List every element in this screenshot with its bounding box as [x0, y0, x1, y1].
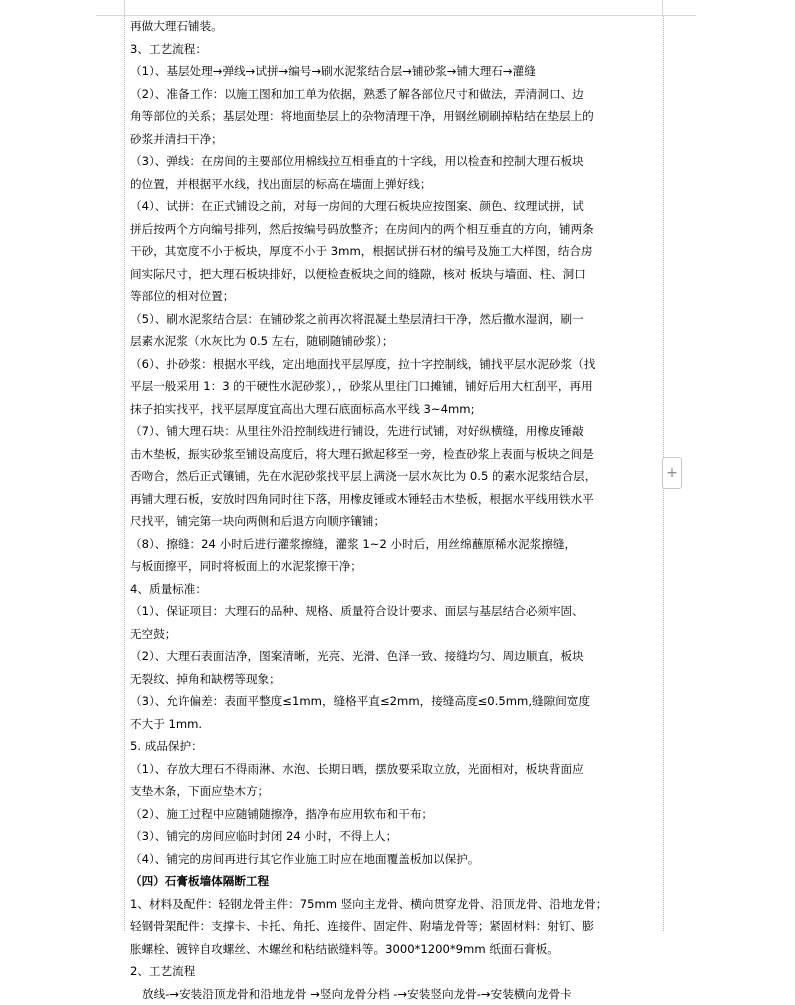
text-line: 平层一般采用 1：3 的干硬性水泥砂浆），，砂浆从里往门口摊铺，铺好后用大杠刮平，再用 [130, 375, 662, 398]
text-line: 否吻合，然后正式镶铺，先在水泥砂浆找平层上满浇一层水灰比为 0.5 的素水泥浆结合层， [130, 465, 662, 488]
document-body[interactable] [130, 15, 662, 1005]
text-line: （3）、弹线：在房间的主要部位用棉线拉互相垂直的十字线，用以检查和控制大理石板块 [130, 150, 662, 173]
text-line: 2、工艺流程 [130, 960, 662, 983]
text-line: 层素水泥浆（水灰比为 0.5 左右，随刷随铺砂浆）； [130, 330, 662, 353]
text-line: （1）、存放大理石不得雨淋、水泡、长期日晒，摆放要采取立放，光面相对，板块背面应 [130, 758, 662, 781]
text-line: 间实际尺寸，把大理石板块排好，以便检查板块之间的缝隙，核对 板块与墙面、柱、洞口 [130, 263, 662, 286]
text-line: 角等部位的关系；基层处理：将地面垫层上的杂物清理干净，用钢丝刷刷掉粘结在垫层上的 [130, 105, 662, 128]
text-line: 支垫木条，下面应垫木方； [130, 780, 662, 803]
section-heading: （四）石膏板墙体隔断工程 [130, 870, 662, 893]
text-line: （3）、铺完的房间应临时封闭 24 小时，不得上人； [130, 825, 662, 848]
text-line: 5. 成品保护： [130, 735, 662, 758]
text-line: （2）、施工过程中应随铺随擦净，揩净布应用软布和干布； [130, 803, 662, 826]
text-line: （6）、扑砂浆：根据水平线，定出地面找平层厚度，拉十字控制线，铺找平层水泥砂浆（找 [130, 353, 662, 376]
text-line: 等部位的相对位置； [130, 285, 662, 308]
text-line: （1）、基层处理→弹线→试拼→编号→刷水泥浆结合层→铺砂浆→铺大理石→灌缝 [130, 60, 662, 83]
text-line: 再铺大理石板，安放时四角同时往下落，用橡皮锤或木锤轻击木垫板，根据水平线用铁水平 [130, 488, 662, 511]
text-line: 1、材料及配件：轻钢龙骨主件：75mm 竖向主龙骨、横向贯穿龙骨、沿顶龙骨、沿地龙骨； [130, 893, 662, 916]
text-line: 尺找平，铺完第一块向两侧和后退方向顺序镶铺； [130, 510, 662, 533]
text-line: （8）、擦缝：24 小时后进行灌浆擦缝，灌浆 1~2 小时后，用丝绵蘸原稀水泥浆擦缝， [130, 533, 662, 556]
text-line: （1）、保证项目：大理石的品种、规格、质量符合设计要求、面层与基层结合必须牢固、 [130, 600, 662, 623]
text-line: 击木垫板，振实砂浆至铺设高度后，将大理石掀起移至一旁，检查砂浆上表面与板块之间是 [130, 443, 662, 466]
text-line: 干砂，其宽度不小于板块，厚度不小于 3mm，根据试拼石材的编号及施工大样图，结合房 [130, 240, 662, 263]
text-line: 与板面擦平，同时将板面上的水泥浆擦干净； [130, 555, 662, 578]
text-line: 拼后按两个方向编号排列，然后按编号码放整齐；在房间内的两个相互垂直的方向，铺两条 [130, 218, 662, 241]
page-corner-right [662, 0, 663, 16]
text-line: 无裂纹、掉角和缺楞等现象； [130, 668, 662, 691]
text-line: （4）、铺完的房间再进行其它作业施工时应在地面覆盖板加以保护。 [130, 848, 662, 871]
text-line: 抹子拍实找平，找平层厚度宜高出大理石底面标高水平线 3~4mm; [130, 398, 662, 421]
text-line: （5）、刷水泥浆结合层：在铺砂浆之前再次将混凝土垫层清扫干净，然后撒水湿润，刷一 [130, 308, 662, 331]
text-line: （2）、大理石表面洁净，图案清晰，光亮、光滑、色泽一致、接缝均匀、周边顺直，板块 [130, 645, 662, 668]
text-line: （4）、试拼：在正式铺设之前，对每一房间的大理石板块应按图案、颜色、纹理试拼，试 [130, 195, 662, 218]
text-line: 再做大理石铺装。 [130, 15, 662, 38]
text-line: （7）、铺大理石块：从里往外沿控制线进行铺设，先进行试铺，对好纵横缝，用橡皮锤敲 [130, 420, 662, 443]
text-line: 无空鼓； [130, 623, 662, 646]
text-line: 4、质量标准： [130, 578, 662, 601]
text-line: 放线-→安装沿顶龙骨和沿地龙骨 →竖向龙骨分档 -→安装竖向龙骨-→安装横向龙骨卡 [130, 983, 662, 1005]
text-line: 的位置，并根据平水线，找出面层的标高在墙面上弹好线； [130, 173, 662, 196]
text-line: 砂浆并清扫干净； [130, 128, 662, 151]
add-icon[interactable]: + [662, 457, 682, 489]
text-line: 胀螺栓、镀锌自攻螺丝、木螺丝和粘结嵌缝料等。3000*1200*9mm 纸面石膏板。 [130, 938, 662, 961]
text-line: 3、工艺流程： [130, 38, 662, 61]
text-line: 不大于 1mm. [130, 713, 662, 736]
text-line: 轻钢骨架配件：支撑卡、卡托、角托、连接件、固定件、附墙龙骨等；紧固材料：射钉、膨 [130, 915, 662, 938]
page-corner-left [124, 0, 125, 16]
text-line: （2）、准备工作：以施工图和加工单为依据，熟悉了解各部位尺寸和做法，弄清洞口、边 [130, 83, 662, 106]
text-line: （3）、允许偏差：表面平整度≤1mm，缝格平直≤2mm，接缝高度≤0.5mm,缝隙间宽度 [130, 690, 662, 713]
